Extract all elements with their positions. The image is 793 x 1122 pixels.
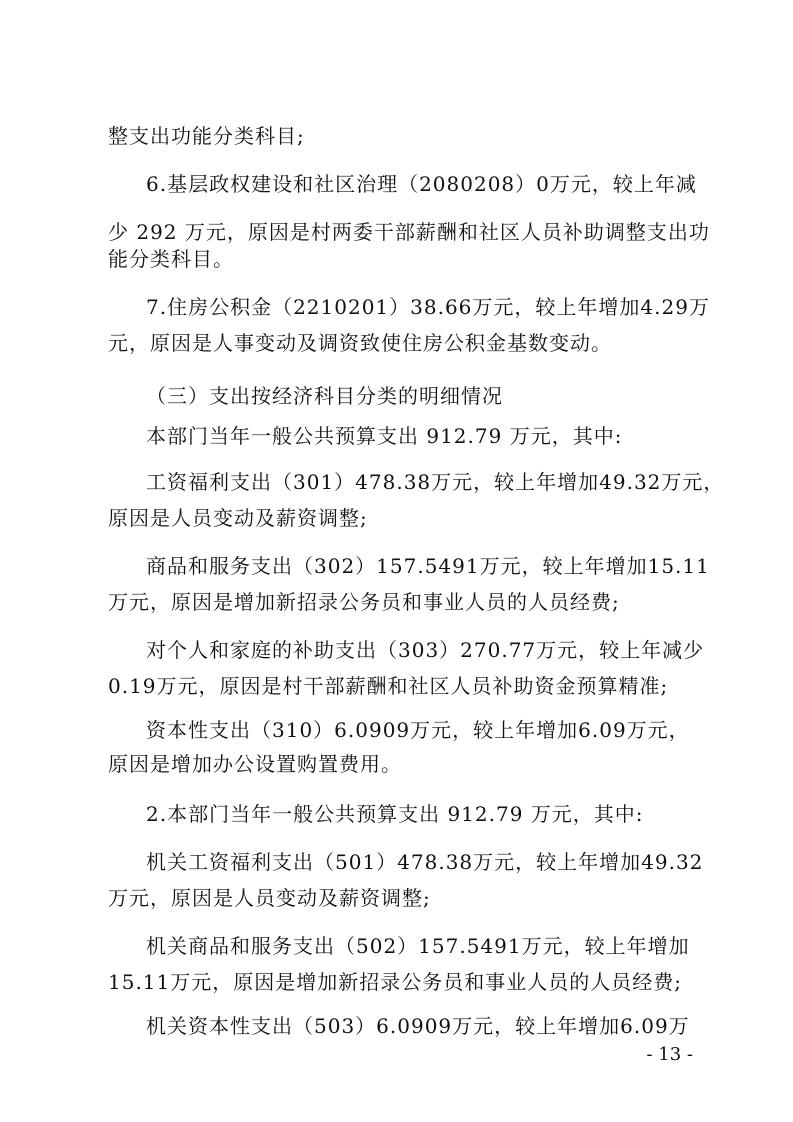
body-text-line: 万元，原因是增加新招录公务员和事业人员的人员经费; bbox=[108, 590, 620, 614]
body-text-line: 0.19万元，原因是村干部薪酬和社区人员补助资金预算精准; bbox=[108, 674, 669, 698]
body-text-line: 能分类科目。 bbox=[108, 247, 234, 271]
body-text-line: 机关工资福利支出（501）478.38万元，较上年增加49.32 bbox=[146, 850, 704, 874]
section-heading: （三）支出按经济科目分类的明细情况 bbox=[146, 384, 503, 408]
body-text-line: 少 292 万元，原因是村两委干部薪酬和社区人员补助调整支出功 bbox=[108, 220, 710, 244]
body-text-line: 原因是人员变动及薪资调整; bbox=[108, 506, 368, 530]
body-text-line: 工资福利支出（301）478.38万元，较上年增加49.32万元， bbox=[146, 470, 725, 494]
body-text-line: 2.本部门当年一般公共预算支出 912.79 万元，其中: bbox=[146, 802, 644, 826]
body-text-line: 机关商品和服务支出（502）157.5491万元，较上年增加 bbox=[146, 934, 690, 958]
body-text-line: 本部门当年一般公共预算支出 912.79 万元，其中: bbox=[146, 424, 623, 448]
body-text-line: 6.基层政权建设和社区治理（2080208）0万元，较上年减 bbox=[146, 172, 697, 196]
body-text-line: 机关资本性支出（503）6.0909万元，较上年增加6.09万 bbox=[146, 1014, 690, 1038]
body-text-line: 资本性支出（310）6.0909万元，较上年增加6.09万元， bbox=[146, 718, 690, 742]
body-text-line: 万元，原因是人员变动及薪资调整; bbox=[108, 886, 431, 910]
body-text-line: 对个人和家庭的补助支出（303）270.77万元，较上年减少 bbox=[146, 638, 705, 662]
body-text-line: 原因是增加办公设置购置费用。 bbox=[108, 752, 402, 776]
body-text-line: 整支出功能分类科目; bbox=[108, 124, 305, 148]
body-text-line: 15.11万元，原因是增加新招录公务员和事业人员的人员经费; bbox=[108, 970, 682, 994]
body-text-line: 商品和服务支出（302）157.5491万元，较上年增加15.11 bbox=[146, 554, 710, 578]
body-text-line: 元，原因是人事变动及调资致使住房公积金基数变动。 bbox=[108, 331, 612, 355]
page-number: - 13 - bbox=[646, 1044, 693, 1065]
body-text-line: 7.住房公积金（2210201）38.66万元，较上年增加4.29万 bbox=[146, 295, 710, 319]
